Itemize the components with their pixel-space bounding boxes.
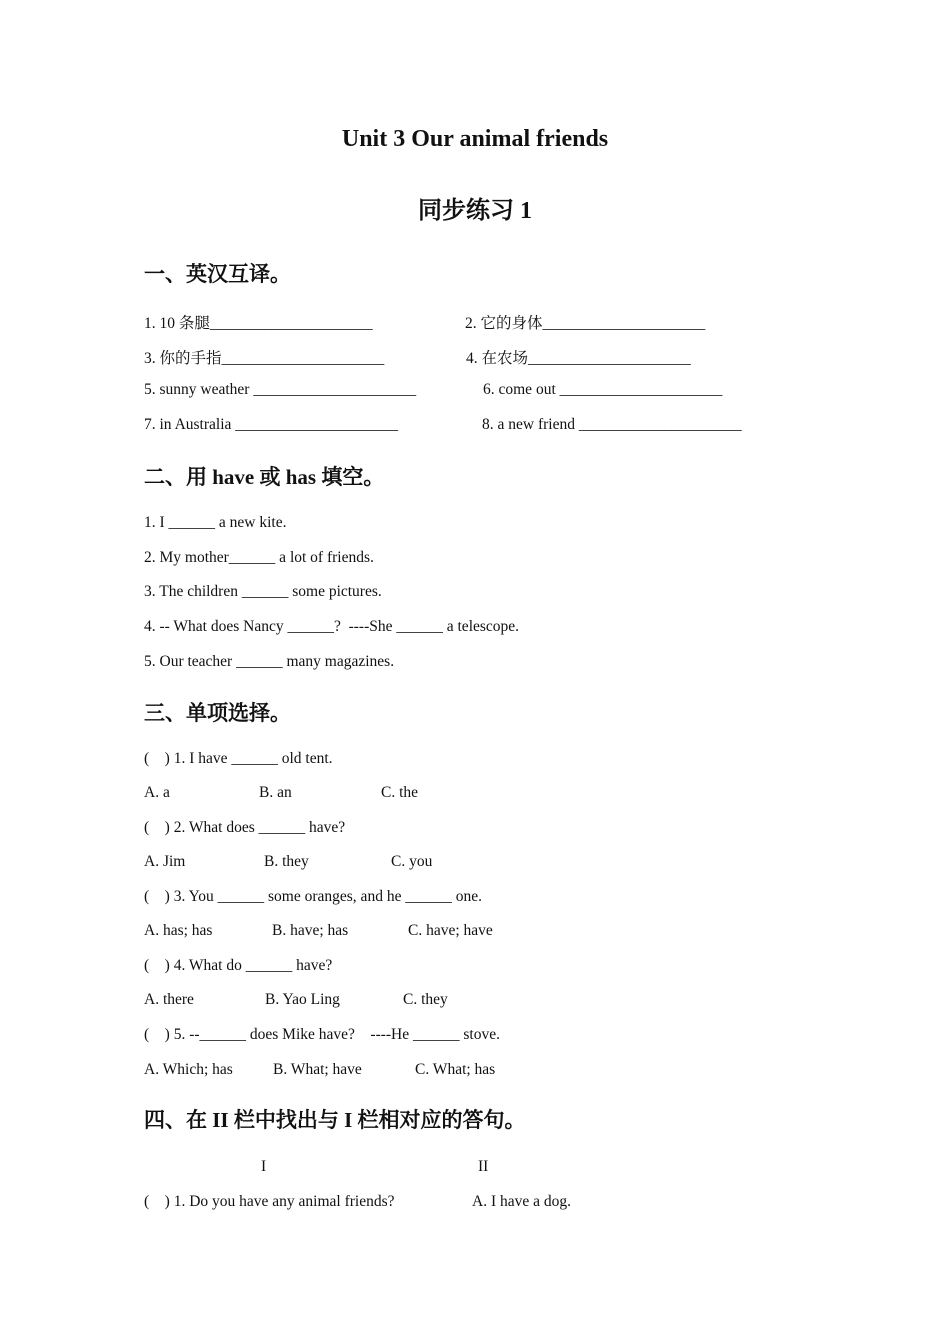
translation-item: 1. 10 条腿_____________________ — [144, 315, 373, 332]
section-1-heading: 一、英汉互译。 — [144, 262, 291, 286]
question-stem: ( ) 1. I have ______ old tent. — [144, 750, 333, 767]
section-3-heading: 三、单项选择。 — [144, 701, 291, 725]
option-b: B. Yao Ling — [265, 991, 340, 1008]
section-4-heading: 四、在 II 栏中找出与 I 栏相对应的答句。 — [144, 1108, 526, 1132]
question-stem: ( ) 3. You ______ some oranges, and he ______ one. — [144, 888, 482, 905]
page-subtitle: 同步练习 1 — [418, 198, 532, 224]
fill-blank-item: 5. Our teacher ______ many magazines. — [144, 653, 395, 670]
option-a: A. has; has — [144, 922, 213, 939]
fill-blank-item: 4. -- What does Nancy ______? ----She ______ a telescope. — [144, 618, 520, 635]
fill-blank-item: 3. The children ______ some pictures. — [144, 583, 382, 600]
option-c: C. have; have — [408, 922, 493, 939]
translation-item: 4. 在农场_____________________ — [466, 350, 691, 367]
translation-item: 5. sunny weather _____________________ — [144, 381, 417, 398]
option-a: A. there — [144, 991, 194, 1008]
translation-item: 3. 你的手指_____________________ — [144, 350, 385, 367]
question-stem: ( ) 2. What does ______ have? — [144, 819, 346, 836]
section-2-heading: 二、用 have 或 has 填空。 — [144, 465, 385, 489]
option-c: C. the — [381, 784, 419, 801]
match-answer: A. I have a dog. — [472, 1193, 571, 1210]
option-a: A. a — [144, 784, 170, 801]
column-2-label: II — [478, 1158, 489, 1175]
option-b: B. they — [264, 853, 309, 870]
translation-item: 8. a new friend _____________________ — [482, 416, 742, 433]
fill-blank-item: 2. My mother______ a lot of friends. — [144, 549, 374, 566]
option-b: B. have; has — [272, 922, 349, 939]
translation-item: 2. 它的身体_____________________ — [465, 315, 706, 332]
option-b: B. an — [259, 784, 292, 801]
question-stem: ( ) 5. --______ does Mike have? ----He ______ stove. — [144, 1026, 500, 1043]
column-1-label: I — [261, 1158, 267, 1175]
match-question: ( ) 1. Do you have any animal friends? — [144, 1193, 395, 1210]
translation-item: 7. in Australia _____________________ — [144, 416, 399, 433]
option-a: A. Which; has — [144, 1061, 233, 1078]
page-title: Unit 3 Our animal friends — [341, 126, 609, 152]
option-c: C. they — [403, 991, 448, 1008]
option-a: A. Jim — [144, 853, 186, 870]
question-stem: ( ) 4. What do ______ have? — [144, 957, 333, 974]
option-c: C. you — [391, 853, 433, 870]
translation-item: 6. come out _____________________ — [483, 381, 723, 398]
fill-blank-item: 1. I ______ a new kite. — [144, 514, 287, 531]
option-c: C. What; has — [415, 1061, 496, 1078]
option-b: B. What; have — [273, 1061, 362, 1078]
